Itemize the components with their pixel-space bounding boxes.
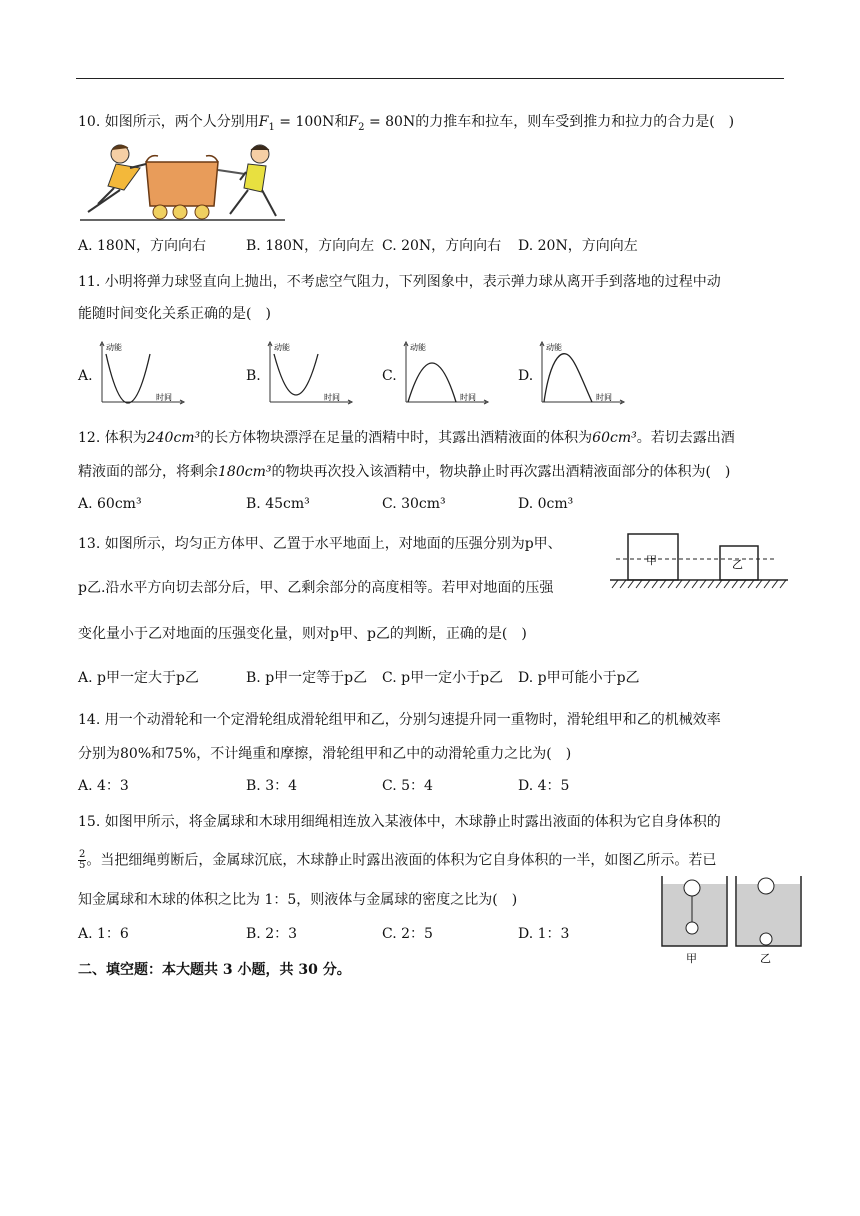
q12-option-d: D. 0cm³ — [518, 496, 574, 512]
q15-wood-ball-b — [758, 878, 774, 894]
q15-fraction: $\frac{2}{5}$ — [79, 849, 86, 871]
q15-stem-line1: 15. 如图甲所示，将金属球和木球用细绳相连放入某液体中，木球静止时露出液面的体积为它自身体积的 — [78, 814, 721, 830]
q11-graph-c-ylabel: 动能 — [410, 343, 426, 352]
q13-stem-line1: 13. 如图所示，均匀正方体甲、乙置于水平地面上，对地面的压强分别为p甲、 — [78, 536, 562, 552]
q12-option-b: B. 45cm³ — [246, 496, 310, 512]
q11-graph-d-curve — [544, 354, 592, 402]
q11-graph-a-ylabel: 动能 — [106, 343, 122, 352]
q15-figure-containers — [660, 874, 810, 966]
q12-stem-line2: 精液面的部分，将剩余180cm³的物块再次投入该酒精中，物块静止时再次露出酒精液面部分的体积为( ) — [78, 464, 731, 480]
q11-graph-d-xlabel: 时间 — [596, 393, 612, 402]
q11-graph-a-xlabel: 时间 — [156, 393, 172, 402]
q11-graph-c-curve — [408, 363, 456, 402]
q11-option-b-letter: B. — [246, 368, 261, 384]
q11-graph-d-ylabel: 动能 — [546, 343, 562, 352]
q13-figure-cubes — [608, 530, 798, 592]
q15-metal-ball-a — [686, 922, 698, 934]
q15-option-a: A. 1：6 — [78, 926, 129, 942]
q15-option-b: B. 2：3 — [246, 926, 298, 942]
q13-label-b: 乙 — [732, 558, 743, 571]
q11-graph-b — [264, 340, 354, 408]
q15-stem-line2: $\frac{2}{5}$ 。当把细绳剪断后，金属球沉底，木球静止时露出液面的体积为它自身体积的一半，如图乙所示。若已 — [79, 849, 717, 871]
q11-stem-line1: 11. 小明将弹力球竖直向上抛出，不考虑空气阻力，下列图象中，表示弹力球从离开手到落地的过程中动 — [78, 274, 721, 290]
q14-option-a: A. 4：3 — [78, 778, 129, 794]
q11-graph-c-xlabel: 时间 — [460, 393, 476, 402]
q13-stem-line2: p乙.沿水平方向切去部分后，甲、乙剩余部分的高度相等。若甲对地面的压强 — [78, 580, 554, 596]
q15-label-a: 甲 — [686, 952, 697, 965]
q11-graph-a-curve — [106, 354, 150, 403]
q10-option-c: C. 20N，方向向右 — [382, 238, 502, 254]
q11-graph-c — [400, 340, 490, 408]
q15-wood-ball-a — [684, 880, 700, 896]
q11-graph-b-xlabel: 时间 — [324, 393, 340, 402]
q13-option-d: D. p甲可能小于p乙 — [518, 670, 640, 686]
q13-option-b: B. p甲一定等于p乙 — [246, 670, 368, 686]
q10-option-d: D. 20N，方向向左 — [518, 238, 638, 254]
q11-stem-line2: 能随时间变化关系正确的是( ) — [78, 306, 271, 322]
q11-option-a-letter: A. — [78, 368, 93, 384]
q11-graph-d — [536, 340, 626, 408]
q15-option-c: C. 2：5 — [382, 926, 433, 942]
q12-option-a: A. 60cm³ — [78, 496, 142, 512]
q14-option-b: B. 3：4 — [246, 778, 298, 794]
q11-option-d-letter: D. — [518, 368, 534, 384]
q10-figure-cart — [80, 140, 285, 222]
q15-label-b: 乙 — [760, 952, 771, 965]
q14-option-c: C. 5：4 — [382, 778, 433, 794]
header-rule — [76, 78, 784, 79]
q10-stem: 10. 如图所示，两个人分别用$F_1 = 100N$和$F_2 = 80N$的力推车和拉车，则车受到推力和拉力的合力是( ) — [78, 114, 735, 133]
q11-graph-b-ylabel: 动能 — [274, 343, 290, 352]
q15-option-d: D. 1：3 — [518, 926, 570, 942]
q12-stem-line1: 12. 体积为240cm³的长方体物块漂浮在足量的酒精中时，其露出酒精液面的体积为60cm³。若切去露出酒 — [78, 430, 735, 446]
q13-label-a: 甲 — [646, 554, 657, 567]
q15-metal-ball-b — [760, 933, 772, 945]
q13-option-a: A. p甲一定大于p乙 — [78, 670, 199, 686]
q13-option-c: C. p甲一定小于p乙 — [382, 670, 504, 686]
q14-stem-line2: 分别为80%和75%，不计绳重和摩擦，滑轮组甲和乙中的动滑轮重力之比为( ) — [78, 746, 572, 762]
q15-stem-line3: 知金属球和木球的体积之比为 1：5，则液体与金属球的密度之比为( ) — [78, 892, 518, 908]
q10-option-b: B. 180N，方向向左 — [246, 238, 375, 254]
q13-stem-line3: 变化量小于乙对地面的压强变化量，则对p甲、p乙的判断，正确的是( ) — [78, 626, 527, 642]
q11-option-c-letter: C. — [382, 368, 397, 384]
q11-graph-b-curve — [274, 354, 318, 395]
q10-option-a: A. 180N，方向向右 — [78, 238, 206, 254]
q12-option-c: C. 30cm³ — [382, 496, 446, 512]
q14-option-d: D. 4：5 — [518, 778, 570, 794]
q14-stem-line1: 14. 用一个动滑轮和一个定滑轮组成滑轮组甲和乙，分别匀速提升同一重物时，滑轮组甲和乙的机械效率 — [78, 712, 721, 728]
q11-graph-a — [96, 340, 186, 408]
section-2-heading: 二、填空题：本大题共 3 小题，共 30 分。 — [78, 962, 351, 978]
